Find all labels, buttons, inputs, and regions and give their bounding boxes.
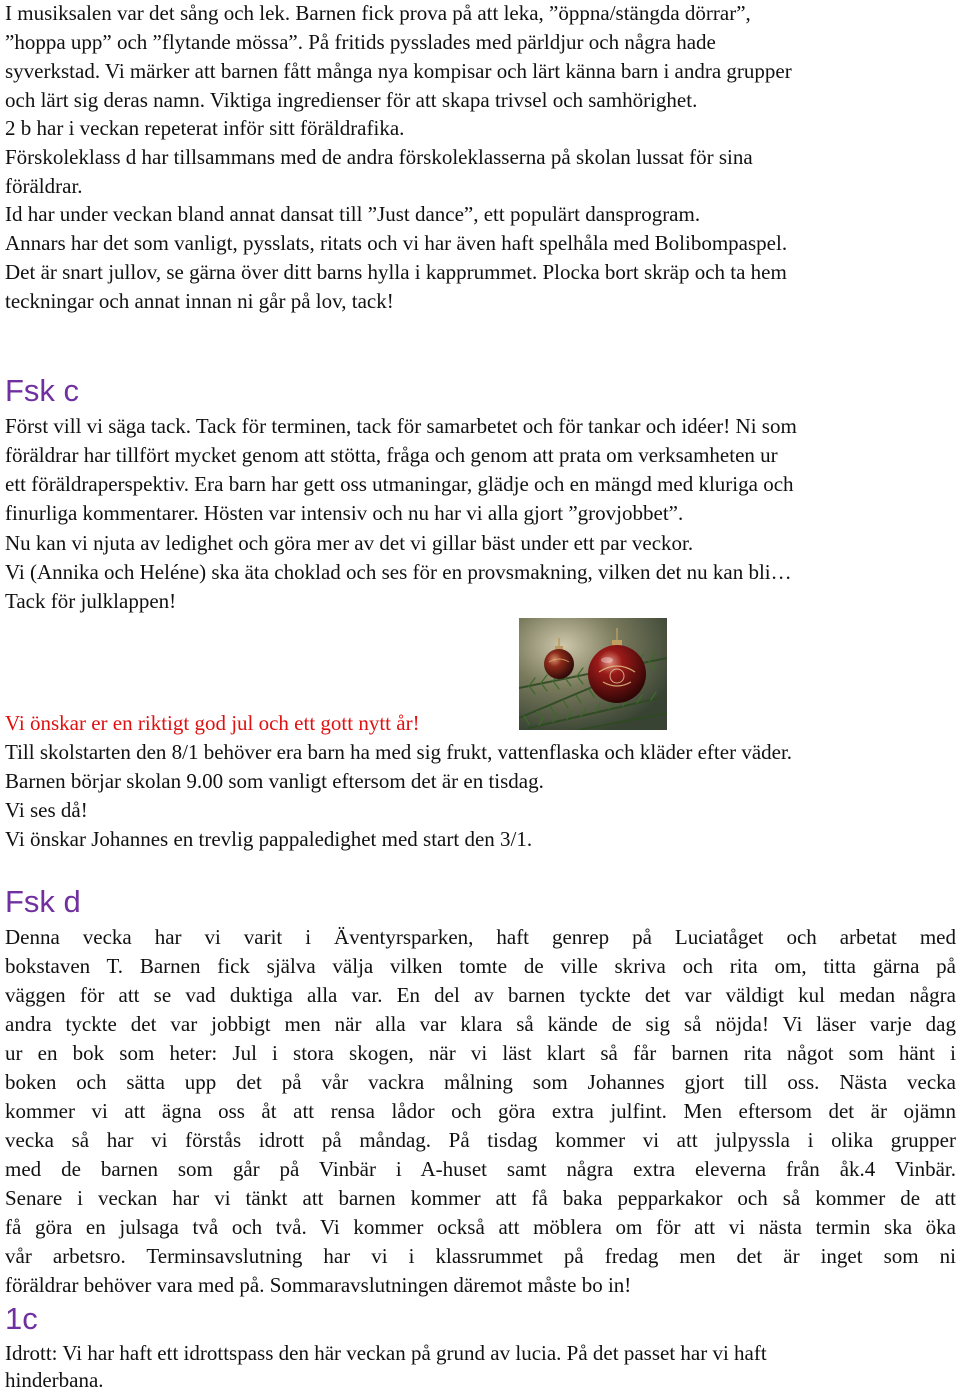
fsk-d-line: med de barnen som går på Vinbär i A-huset samt några extra eleverna från åk.4 Vinbär. bbox=[5, 1157, 956, 1181]
fsk-d-line: Senare i veckan har vi tänkt att barnen kommer att få baka pepparkakor och så kommer de att bbox=[5, 1186, 956, 1210]
intro-line: 2 b har i veckan repeterat inför sitt föräldrafika. bbox=[5, 116, 405, 140]
intro-line: teckningar och annat innan ni går på lov, tack! bbox=[5, 289, 394, 313]
fsk-c-line: Tack för julklappen! bbox=[5, 589, 177, 613]
fsk-d-line: vår arbetsro. Terminsavslutning har vi i klassrummet på fredag men det är inget som ni bbox=[5, 1244, 956, 1268]
fsk-c-after-line: Vi ses då! bbox=[5, 798, 88, 822]
fsk-c-line: Vi (Annika och Heléne) ska äta choklad och ses för en provsmakning, vilken det nu kan bli… bbox=[5, 560, 792, 584]
section-heading-1c: 1c bbox=[5, 1301, 38, 1336]
ornament-illustration bbox=[519, 618, 667, 730]
fsk-d-line: kommer vi att ägna oss åt att rensa lådor och göra extra julfint. Men eftersom det är ojämn bbox=[5, 1099, 956, 1123]
fsk-d-line: ur en bok som heter: Jul i stora skogen, när vi läst klart så får barnen rita något som hänt i bbox=[5, 1041, 956, 1065]
intro-line: ”hoppa upp” och ”flytande mössa”. På fritids pysslades med pärldjur och några hade bbox=[5, 30, 716, 54]
fsk-c-line: ett föräldraperspektiv. Era barn har gett oss utmaningar, glädje och en mängd med kluriga och bbox=[5, 472, 794, 496]
holiday-greeting: Vi önskar er en riktigt god jul och ett gott nytt år! bbox=[5, 711, 420, 735]
fsk-c-after-line: Barnen börjar skolan 9.00 som vanligt eftersom det är en tisdag. bbox=[5, 769, 544, 793]
intro-line: Förskoleklass d har tillsammans med de andra förskoleklasserna på skolan lussat för sina bbox=[5, 145, 753, 169]
fsk-c-line: föräldrar har tillfört mycket genom att stötta, fråga och genom att prata om verksamheten ur bbox=[5, 443, 778, 467]
fsk-d-line: föräldrar behöver vara med på. Sommaravslutningen däremot måste bo in! bbox=[5, 1273, 632, 1297]
fsk-c-line: finurliga kommentarer. Hösten var intensiv och nu har vi alla gjort ”grovjobbet”. bbox=[5, 501, 684, 525]
fsk-d-line: väggen för att se vad duktiga alla var. En del av barnen tyckte det var väldigt kul medan några bbox=[5, 983, 956, 1007]
fsk-d-line: få göra en julsaga två och två. Vi kommer också att möblera om för att vi nästa termin ska öka bbox=[5, 1215, 956, 1239]
intro-line: I musiksalen var det sång och lek. Barnen fick prova på att leka, ”öppna/stängda dörrar”, bbox=[5, 1, 751, 25]
christmas-ornaments-photo bbox=[519, 618, 667, 730]
fsk-c-line: Nu kan vi njuta av ledighet och göra mer av det vi gillar bäst under ett par veckor. bbox=[5, 531, 694, 555]
intro-line: föräldrar. bbox=[5, 174, 83, 198]
fsk-d-line: andra tyckte det var jobbigt men när alla var klara så kände de sig så nöjda! Vi läser varje dag bbox=[5, 1012, 956, 1036]
fsk-d-line: vecka så har vi förstås idrott på måndag. På tisdag kommer vi att julpyssla i olika grupper bbox=[5, 1128, 956, 1152]
section-heading-fsk-d: Fsk d bbox=[5, 884, 81, 919]
intro-line: syverkstad. Vi märker att barnen fått många nya kompisar och lärt känna barn i andra grupper bbox=[5, 59, 792, 83]
class-1c-line: Idrott: Vi har haft ett idrottspass den här veckan på grund av lucia. På det passet har vi haft bbox=[5, 1341, 767, 1365]
intro-line: Annars har det som vanligt, pysslats, ritats och vi har även haft spelhåla med Bolibompaspel. bbox=[5, 231, 788, 255]
intro-line: Det är snart jullov, se gärna över ditt barns hylla i kapprummet. Plocka bort skräp och ta hem bbox=[5, 260, 787, 284]
fsk-d-line: Denna vecka har vi varit i Äventyrsparken, haft genrep på Luciatåget och arbetat med bbox=[5, 925, 956, 949]
class-1c-line: hinderbana. bbox=[5, 1368, 104, 1392]
intro-line: och lärt sig deras namn. Viktiga ingredienser för att skapa trivsel och samhörighet. bbox=[5, 88, 698, 112]
fsk-c-line: Först vill vi säga tack. Tack för terminen, tack för samarbetet och för tankar och idéer! Ni som bbox=[5, 414, 797, 438]
fsk-d-line: bokstaven T. Barnen fick själva välja vilken tomte de ville skriva och rita om, titta gärna på bbox=[5, 954, 956, 978]
fsk-d-line: boken och sätta upp det på vår vackra målning som Johannes gjort till oss. Nästa vecka bbox=[5, 1070, 956, 1094]
fsk-c-after-line: Till skolstarten den 8/1 behöver era barn ha med sig frukt, vattenflaska och kläder efter väder. bbox=[5, 740, 793, 764]
intro-line: Id har under veckan bland annat dansat till ”Just dance”, ett populärt dansprogram. bbox=[5, 202, 701, 226]
section-heading-fsk-c: Fsk c bbox=[5, 373, 80, 408]
fsk-c-after-line: Vi önskar Johannes en trevlig pappaledighet med start den 3/1. bbox=[5, 827, 533, 851]
